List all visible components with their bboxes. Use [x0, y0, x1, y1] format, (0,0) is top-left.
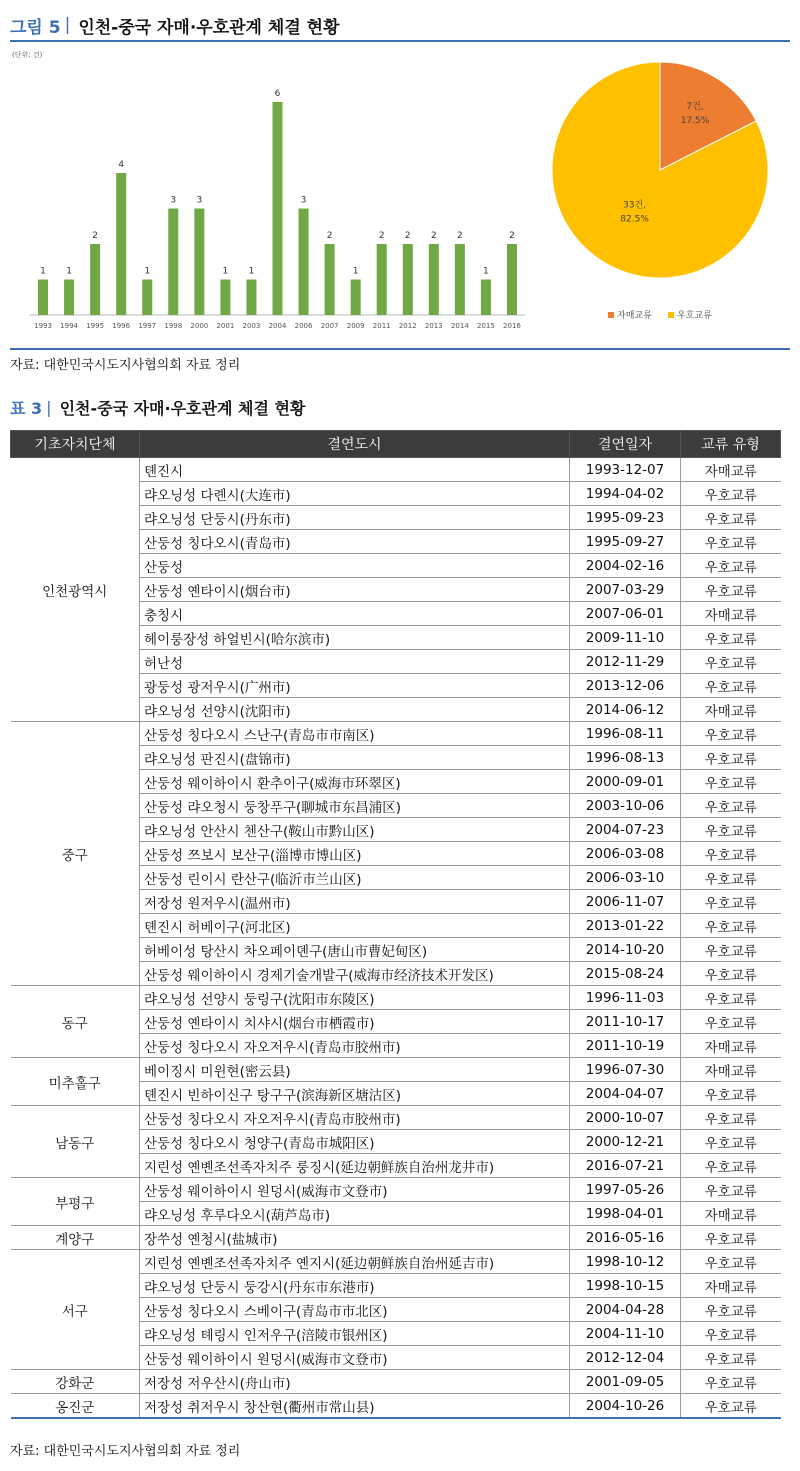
figure-title: 인천-중국 자매·우호관계 체결 현황 — [78, 17, 340, 38]
x-tick-label: 2004 — [268, 322, 287, 330]
bar-value-label: 2 — [509, 231, 515, 241]
x-tick-label: 2001 — [216, 322, 235, 330]
date-cell: 2016-07-21 — [570, 1154, 681, 1178]
bar-value-label: 3 — [170, 195, 177, 206]
date-cell: 2012-11-29 — [570, 650, 681, 674]
date-cell: 1998-10-15 — [570, 1274, 681, 1298]
date-cell: 2006-11-07 — [570, 890, 681, 914]
type-cell: 우호교류 — [681, 1106, 781, 1130]
bar-1997 — [142, 280, 152, 316]
x-tick-label: 2012 — [398, 322, 417, 330]
date-cell: 1996-08-13 — [570, 746, 681, 770]
type-cell: 우호교류 — [681, 1370, 781, 1394]
date-cell: 1996-07-30 — [570, 1058, 681, 1082]
date-cell: 2004-02-16 — [570, 554, 681, 578]
region-cell: 인천광역시 — [11, 458, 140, 722]
bar-value-label: 2 — [326, 231, 333, 241]
figure-separator: | — [64, 15, 71, 35]
city-cell: 톈진시 허베이구(河北区) — [140, 914, 570, 938]
type-cell: 우호교류 — [681, 1322, 781, 1346]
bar-value-label: 1 — [40, 266, 46, 277]
type-cell: 우호교류 — [681, 1010, 781, 1034]
date-cell: 1993-12-07 — [570, 458, 681, 482]
x-tick-label: 2011 — [372, 322, 391, 330]
city-cell: 산둥성 칭다오시(青岛市) — [140, 530, 570, 554]
type-cell: 우호교류 — [681, 1154, 781, 1178]
city-cell: 베이징시 미윈현(密云县) — [140, 1058, 570, 1082]
city-cell: 산둥성 린이시 란산구(临沂市兰山区) — [140, 866, 570, 890]
type-cell: 우호교류 — [681, 722, 781, 746]
type-cell: 우호교류 — [681, 1394, 781, 1419]
type-cell: 우호교류 — [681, 1130, 781, 1154]
date-cell: 2006-03-10 — [570, 866, 681, 890]
date-cell: 1998-10-12 — [570, 1250, 681, 1274]
type-cell: 우호교류 — [681, 890, 781, 914]
x-tick-label: 2016 — [503, 322, 521, 330]
date-cell: 2004-07-23 — [570, 818, 681, 842]
region-cell: 남동구 — [11, 1106, 140, 1178]
bar-2007 — [325, 244, 335, 315]
type-cell: 우호교류 — [681, 1082, 781, 1106]
x-tick-label: 2003 — [242, 322, 261, 330]
date-cell: 2004-10-26 — [570, 1394, 681, 1419]
bar-value-label: 1 — [483, 266, 489, 277]
city-cell: 저장성 원저우시(温州市) — [140, 890, 570, 914]
date-cell: 1996-11-03 — [570, 986, 681, 1010]
city-cell: 산둥성 웨이하이시 원덩시(威海市文登市) — [140, 1178, 570, 1202]
date-cell: 2000-10-07 — [570, 1106, 681, 1130]
type-cell: 우호교류 — [681, 866, 781, 890]
city-cell: 산둥성 칭다오시 스베이구(青岛市市北区) — [140, 1298, 570, 1322]
type-cell: 우호교류 — [681, 770, 781, 794]
table-row — [11, 1058, 781, 1082]
bar-2004 — [273, 102, 283, 315]
date-cell: 2001-09-05 — [570, 1370, 681, 1394]
bar-2003 — [246, 280, 256, 316]
city-cell: 산둥성 옌타이시(烟台市) — [140, 578, 570, 602]
type-cell: 우호교류 — [681, 554, 781, 578]
legend-label: 자매교류 — [617, 311, 652, 321]
table-row — [11, 458, 781, 482]
bar-value-label: 1 — [248, 266, 255, 277]
date-cell: 2004-11-10 — [570, 1322, 681, 1346]
legend-swatch-0 — [608, 312, 614, 318]
bar-value-label: 3 — [300, 195, 307, 206]
region-cell: 중구 — [11, 722, 140, 986]
type-cell: 우호교류 — [681, 506, 781, 530]
city-cell: 지린성 옌볜조선족자치주 룽징시(延边朝鲜族自治州龙井市) — [140, 1154, 570, 1178]
table-row — [11, 1250, 781, 1274]
type-cell: 자매교류 — [681, 1274, 781, 1298]
bar-1994 — [64, 280, 74, 316]
type-cell: 자매교류 — [681, 1034, 781, 1058]
x-tick-label: 2009 — [346, 322, 365, 330]
date-cell: 1996-08-11 — [570, 722, 681, 746]
type-cell: 우호교류 — [681, 1226, 781, 1250]
x-tick-label: 1997 — [138, 322, 157, 330]
city-cell: 저장성 취저우시 창산현(衢州市常山县) — [140, 1394, 570, 1419]
city-cell: 톈진시 — [140, 458, 570, 482]
city-cell: 장쑤성 옌청시(盐城市) — [140, 1226, 570, 1250]
bar-value-label: 2 — [404, 231, 411, 241]
city-cell: 산둥성 쯔보시 보산구(淄博市博山区) — [140, 842, 570, 866]
table-row — [11, 1394, 781, 1419]
city-cell: 산둥성 — [140, 554, 570, 578]
city-cell: 산둥성 칭다오시 청양구(青岛市城阳区) — [140, 1130, 570, 1154]
city-cell: 랴오닝성 선양시(沈阳市) — [140, 698, 570, 722]
date-cell: 2013-12-06 — [570, 674, 681, 698]
table-title: 인천-중국 자매·우호관계 체결 현황 — [59, 399, 306, 418]
pie-pct-label: 17.5% — [680, 115, 710, 126]
bar-1993 — [38, 280, 48, 316]
date-cell: 2014-06-12 — [570, 698, 681, 722]
table-separator: | — [46, 398, 52, 417]
bar-2016 — [507, 244, 517, 315]
date-cell: 2016-05-16 — [570, 1226, 681, 1250]
type-cell: 우호교류 — [681, 818, 781, 842]
city-cell: 산둥성 칭다오시 자오저우시(青岛市胶州市) — [140, 1034, 570, 1058]
x-tick-label: 2000 — [190, 322, 209, 330]
city-cell: 랴오닝성 판진시(盘锦市) — [140, 746, 570, 770]
type-cell: 우호교류 — [681, 650, 781, 674]
city-cell: 랴오닝성 단둥시(丹东市) — [140, 506, 570, 530]
type-cell: 자매교류 — [681, 698, 781, 722]
table-header-row — [11, 431, 781, 458]
city-cell: 허베이성 탕산시 차오페이뎬구(唐山市曹妃甸区) — [140, 938, 570, 962]
bar-1998 — [168, 209, 178, 316]
bar-chart — [10, 60, 530, 340]
city-cell: 충칭시 — [140, 602, 570, 626]
city-cell: 랴오닝성 톄링시 인저우구(涪陵市银州区) — [140, 1322, 570, 1346]
date-cell: 1998-04-01 — [570, 1202, 681, 1226]
city-cell: 랴오닝성 후루다오시(葫芦岛市) — [140, 1202, 570, 1226]
bar-2014 — [455, 244, 465, 315]
city-cell: 톈진시 빈하이신구 탕구구(滨海新区塘沽区) — [140, 1082, 570, 1106]
bar-2013 — [429, 244, 439, 315]
date-cell: 1995-09-23 — [570, 506, 681, 530]
region-cell: 미추홀구 — [11, 1058, 140, 1106]
type-cell: 자매교류 — [681, 602, 781, 626]
figure-title-bar — [10, 10, 790, 42]
type-cell: 우호교류 — [681, 1346, 781, 1370]
bar-value-label: 6 — [274, 89, 281, 99]
bar-2012 — [403, 244, 413, 315]
type-cell: 우호교류 — [681, 674, 781, 698]
type-cell: 우호교류 — [681, 1250, 781, 1274]
pie-count-label: 7건, — [686, 101, 704, 112]
city-cell: 랴오닝성 안산시 첸산구(鞍山市黔山区) — [140, 818, 570, 842]
table-label: 표 3 — [10, 399, 43, 418]
bar-value-label: 2 — [92, 231, 98, 241]
type-cell: 자매교류 — [681, 1202, 781, 1226]
x-tick-label: 2007 — [320, 322, 339, 330]
bar-value-label: 1 — [352, 266, 359, 277]
header-region: 기초자치단체 — [11, 431, 140, 458]
bar-1996 — [116, 173, 126, 315]
region-cell: 강화군 — [11, 1370, 140, 1394]
type-cell: 우호교류 — [681, 914, 781, 938]
city-cell: 산둥성 칭다오시 스난구(青岛市市南区) — [140, 722, 570, 746]
city-cell: 산둥성 칭다오시 자오저우시(青岛市胶州市) — [140, 1106, 570, 1130]
x-tick-label: 2014 — [450, 322, 469, 330]
bar-value-label: 2 — [378, 231, 385, 241]
bar-2000 — [194, 209, 204, 316]
city-cell: 산둥성 옌타이시 치샤시(烟台市栖霞市) — [140, 1010, 570, 1034]
bar-2015 — [481, 280, 491, 316]
type-cell: 우호교류 — [681, 482, 781, 506]
table-title-bar — [10, 396, 305, 419]
region-cell: 동구 — [11, 986, 140, 1058]
date-cell: 1997-05-26 — [570, 1178, 681, 1202]
date-cell: 2011-10-19 — [570, 1034, 681, 1058]
pie-chart — [540, 60, 780, 340]
date-cell: 2013-01-22 — [570, 914, 681, 938]
figure-label: 그림 5 — [10, 17, 61, 38]
x-tick-label: 1998 — [164, 322, 183, 330]
bar-value-label: 1 — [222, 266, 229, 277]
date-cell: 2007-06-01 — [570, 602, 681, 626]
pie-pct-label: 82.5% — [620, 214, 649, 225]
city-cell: 헤이룽장성 하얼빈시(哈尔滨市) — [140, 626, 570, 650]
x-tick-label: 2015 — [477, 322, 495, 330]
table-row — [11, 1370, 781, 1394]
header-city: 결연도시 — [140, 431, 570, 458]
date-cell: 2011-10-17 — [570, 1010, 681, 1034]
type-cell: 자매교류 — [681, 458, 781, 482]
table-row — [11, 1226, 781, 1250]
city-cell: 저장성 저우산시(舟山市) — [140, 1370, 570, 1394]
date-cell: 2015-08-24 — [570, 962, 681, 986]
bar-value-label: 3 — [196, 195, 203, 206]
type-cell: 우호교류 — [681, 746, 781, 770]
legend-swatch-1 — [668, 312, 674, 318]
city-cell: 지린성 옌볜조선족자치주 옌지시(延边朝鲜族自治州延吉市) — [140, 1250, 570, 1274]
figure-source: 자료: 대한민국시도지사협의회 자료 정리 — [10, 348, 790, 373]
chart-unit-label: (단위: 건) — [12, 51, 43, 59]
bar-value-label: 1 — [144, 266, 151, 277]
table-row — [11, 722, 781, 746]
city-cell: 산둥성 웨이하이시 원덩시(威海市文登市) — [140, 1346, 570, 1370]
x-tick-label: 1993 — [34, 322, 52, 330]
city-cell: 산둥성 웨이하이시 환추이구(威海市环翠区) — [140, 770, 570, 794]
bar-value-label: 1 — [66, 266, 72, 277]
date-cell: 2003-10-06 — [570, 794, 681, 818]
table-source: 자료: 대한민국시도지사협의회 자료 정리 — [10, 1444, 241, 1459]
date-cell: 1994-04-02 — [570, 482, 681, 506]
region-cell: 옹진군 — [11, 1394, 140, 1419]
type-cell: 우호교류 — [681, 962, 781, 986]
region-cell: 부평구 — [11, 1178, 140, 1226]
region-cell: 계양구 — [11, 1226, 140, 1250]
pie-count-label: 33건, — [623, 200, 647, 211]
bar-1995 — [90, 244, 100, 315]
date-cell: 2004-04-28 — [570, 1298, 681, 1322]
date-cell: 2014-10-20 — [570, 938, 681, 962]
type-cell: 우호교류 — [681, 986, 781, 1010]
date-cell: 2006-03-08 — [570, 842, 681, 866]
city-cell: 산둥성 랴오청시 둥창푸구(聊城市东昌浦区) — [140, 794, 570, 818]
date-cell: 2007-03-29 — [570, 578, 681, 602]
table-row — [11, 1106, 781, 1130]
city-cell: 광둥성 광저우시(广州市) — [140, 674, 570, 698]
date-cell: 1995-09-27 — [570, 530, 681, 554]
header-date: 결연일자 — [570, 431, 681, 458]
type-cell: 자매교류 — [681, 1058, 781, 1082]
type-cell: 우호교류 — [681, 578, 781, 602]
city-cell: 랴오닝성 단둥시 둥강시(丹东市东港市) — [140, 1274, 570, 1298]
city-cell: 산둥성 웨이하이시 경제기술개발구(威海市经济技术开发区) — [140, 962, 570, 986]
header-type: 교류 유형 — [681, 431, 781, 458]
date-cell: 2012-12-04 — [570, 1346, 681, 1370]
partnership-table — [10, 430, 781, 1419]
type-cell: 우호교류 — [681, 1178, 781, 1202]
bar-2011 — [377, 244, 387, 315]
city-cell: 랴오닝성 다롄시(大连市) — [140, 482, 570, 506]
date-cell: 2009-11-10 — [570, 626, 681, 650]
type-cell: 우호교류 — [681, 794, 781, 818]
x-tick-label: 1995 — [86, 322, 105, 330]
type-cell: 우호교류 — [681, 842, 781, 866]
legend-label: 우호교류 — [677, 311, 712, 321]
x-tick-label: 2013 — [424, 322, 443, 330]
table-body — [11, 458, 781, 1419]
bar-2006 — [299, 209, 309, 316]
bar-value-label: 4 — [118, 160, 125, 170]
region-cell: 서구 — [11, 1250, 140, 1370]
date-cell: 2000-09-01 — [570, 770, 681, 794]
x-tick-label: 1994 — [60, 322, 78, 330]
bar-2009 — [351, 280, 361, 316]
city-cell: 허난성 — [140, 650, 570, 674]
bar-value-label: 2 — [457, 231, 463, 241]
table-row — [11, 1178, 781, 1202]
bar-2001 — [220, 280, 230, 316]
type-cell: 우호교류 — [681, 530, 781, 554]
type-cell: 우호교류 — [681, 626, 781, 650]
x-tick-label: 1996 — [112, 322, 131, 330]
date-cell: 2000-12-21 — [570, 1130, 681, 1154]
table-row — [11, 986, 781, 1010]
x-tick-label: 2006 — [294, 322, 313, 330]
type-cell: 우호교류 — [681, 1298, 781, 1322]
date-cell: 2004-04-07 — [570, 1082, 681, 1106]
bar-value-label: 2 — [430, 231, 437, 241]
city-cell: 랴오닝성 선양시 둥링구(沈阳市东陵区) — [140, 986, 570, 1010]
type-cell: 우호교류 — [681, 938, 781, 962]
